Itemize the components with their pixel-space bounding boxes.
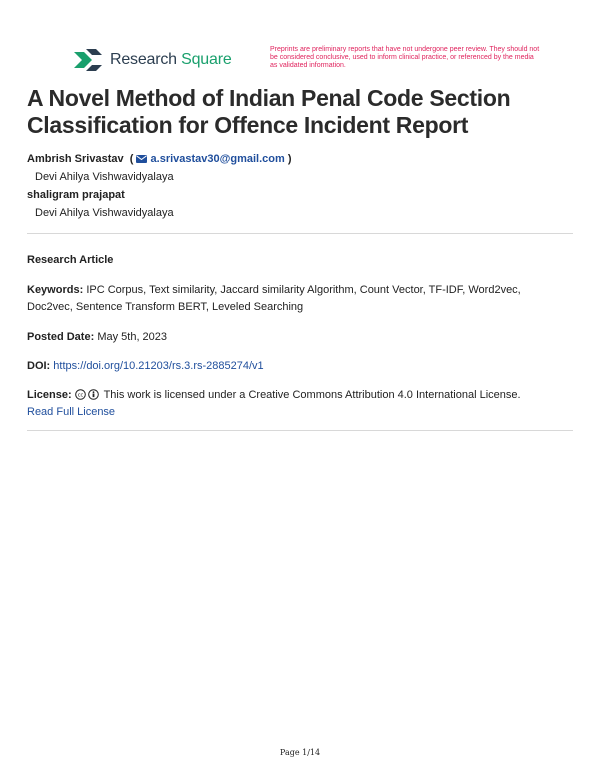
posted-date: Posted Date: May 5th, 2023 xyxy=(27,331,168,343)
preprint-notice: Preprints are preliminary reports that have not undergone peer review. They should not be considered conclusive, used to inform clinical practice, or referenced by the media as validated information. xyxy=(270,46,540,69)
author-1: Ambrish Srivastav ( a.srivastav30@gmail.com ) xyxy=(27,153,292,165)
author-name: Ambrish Srivastav xyxy=(27,153,124,165)
by-attribution-icon xyxy=(88,389,99,400)
divider xyxy=(27,233,573,234)
svg-text:cc: cc xyxy=(77,392,83,399)
authors-block xyxy=(27,152,292,224)
page-number: Page 1/14 xyxy=(279,748,321,757)
author-affiliation: Devi Ahilya Vishwavidyalaya xyxy=(35,207,174,219)
envelope-icon xyxy=(136,155,147,163)
doi-link[interactable]: https://doi.org/10.21203/rs.3.rs-2885274/v1 xyxy=(53,360,264,372)
author-affiliation: Devi Ahilya Vishwavidyalaya xyxy=(35,171,174,183)
author-name: shaligram prajapat xyxy=(27,189,125,201)
divider xyxy=(27,430,573,431)
license: License: cc This work is licensed under a Creative Commons Attribution 4.0 International License. Read Full License xyxy=(27,389,521,418)
research-square-logo-icon xyxy=(74,49,102,71)
brand-name: Research Square xyxy=(110,51,232,68)
author-email-link[interactable]: a.srivastav30@gmail.com xyxy=(150,153,285,165)
keywords: Keywords: IPC Corpus, Text similarity, Jaccard similarity Algorithm, Count Vector, TF-IDF, Word2vec, Doc2vec, Sentence Transform BERT, Leveled Searching xyxy=(27,284,521,313)
paper-title: A Novel Method of Indian Penal Code Section Classification for Offence Incident Report xyxy=(27,85,511,138)
research-square-logo[interactable] xyxy=(74,49,232,71)
cc-icon xyxy=(75,389,86,400)
read-full-license-link[interactable]: Read Full License xyxy=(27,406,116,418)
doi: DOI: https://doi.org/10.21203/rs.3.rs-2885274/v1 xyxy=(27,360,264,372)
article-type: Research Article xyxy=(27,254,114,266)
